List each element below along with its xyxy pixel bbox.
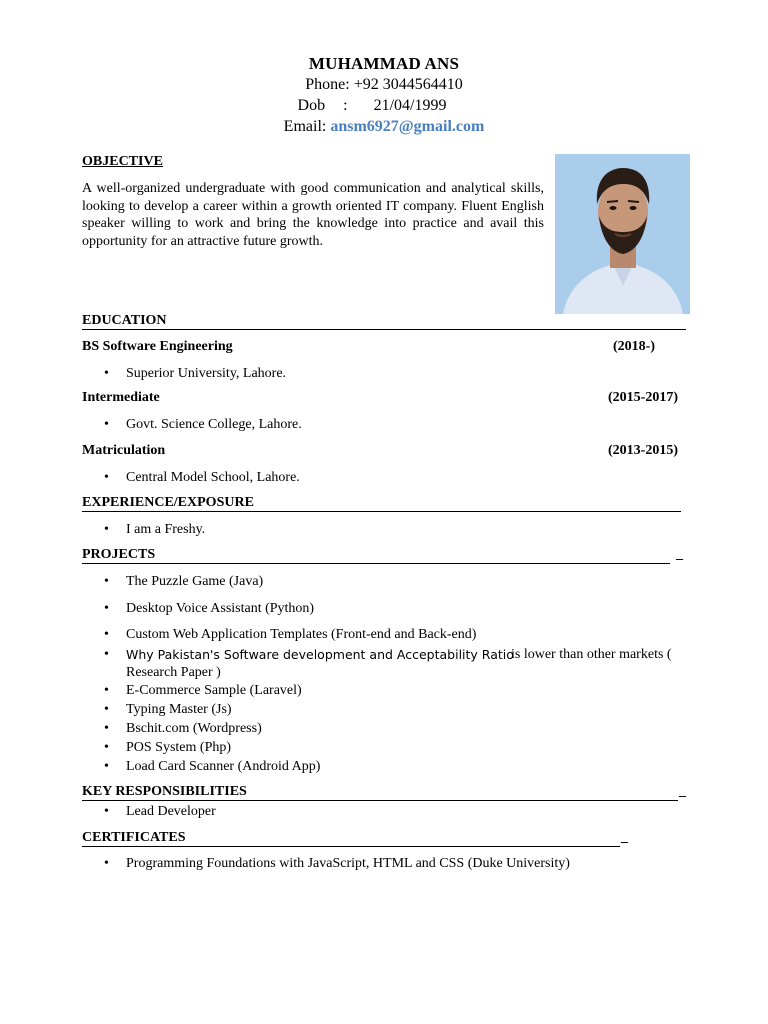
bullet-icon: • [104,627,109,642]
email-line [0,118,768,136]
phone-line: Phone: +92 3044564410 [305,76,463,93]
bullet-icon: • [104,601,109,616]
bullet-icon: • [104,522,109,537]
project-item: Load Card Scanner (Android App) [126,759,321,774]
project-item: POS System (Php) [126,740,232,755]
project-item: Custom Web Application Templates (Front-end and Back-end) [126,627,477,642]
bullet-icon: • [104,702,109,717]
bullet-icon: • [104,647,109,662]
email-link[interactable]: ansm6927@gmail.com [330,118,485,135]
profile-photo [555,154,690,314]
projects-title: PROJECTS [82,547,156,562]
candidate-name: MUHAMMAD ANS [308,54,460,73]
project-item: E-Commerce Sample (Laravel) [126,683,302,698]
project-item-continued: is lower than other markets ( [511,647,672,662]
education-institute: Superior University, Lahore. [126,366,287,381]
education-years: (2013-2015) [608,443,678,458]
profile-portrait-icon [555,154,690,314]
education-title: EDUCATION [82,313,167,328]
bullet-icon: • [104,366,109,381]
responsibilities-title: KEY RESPONSIBILITIES [82,784,247,799]
education-degree: Intermediate [82,390,160,405]
objective-heading: OBJECTIVE [82,154,163,169]
project-item: Typing Master (Js) [126,702,232,717]
project-item: Bschit.com (Wordpress) [126,721,262,736]
project-item-continued: Research Paper ) [126,665,221,680]
dob-label: Dob [297,97,326,114]
bullet-icon: • [104,856,109,871]
project-item: Why Pakistan's Software development and Acceptability Ratio [126,647,514,662]
bullet-icon: • [104,470,109,485]
certificate-item: Programming Foundations with JavaScript, HTML and CSS (Duke University) [126,856,570,871]
bullet-icon: • [104,574,109,589]
responsibilities-tail: _ [679,784,686,799]
experience-title: EXPERIENCE/EXPOSURE [82,495,254,510]
bullet-icon: • [104,804,109,819]
education-heading [82,313,686,330]
dob-value: 21/04/1999 [373,97,447,114]
education-institute: Govt. Science College, Lahore. [126,417,302,432]
dob-line [0,97,768,115]
responsibilities-heading [82,784,678,801]
project-item: Desktop Voice Assistant (Python) [126,601,315,616]
certificates-title: CERTIFICATES [82,830,186,845]
education-institute: Central Model School, Lahore. [126,470,300,485]
education-years: (2018-) [613,339,655,354]
bullet-icon: • [104,683,109,698]
education-degree: BS Software Engineering [82,339,233,354]
experience-item: I am a Freshy. [126,522,206,537]
bullet-icon: • [104,417,109,432]
projects-heading [82,547,670,564]
email-label: Email: [283,118,327,135]
responsibility-item: Lead Developer [126,804,216,819]
projects-tail: _ [676,547,683,562]
certificates-heading [82,830,620,847]
project-item: The Puzzle Game (Java) [126,574,264,589]
education-degree: Matriculation [82,443,166,458]
bullet-icon: • [104,740,109,755]
certificates-tail: _ [621,830,628,845]
experience-heading [82,495,681,512]
bullet-icon: • [104,759,109,774]
bullet-icon: • [104,721,109,736]
dob-separator: : [343,97,348,114]
objective-text: A well-organized undergraduate with good communication and analytical skills, looking to develop a career within a growth oriented IT company. Fluent English speaker willing to work and bring the knowledge into practice and avail this opportunity for an attractive future growth. [82,181,544,249]
education-years: (2015-2017) [608,390,678,405]
